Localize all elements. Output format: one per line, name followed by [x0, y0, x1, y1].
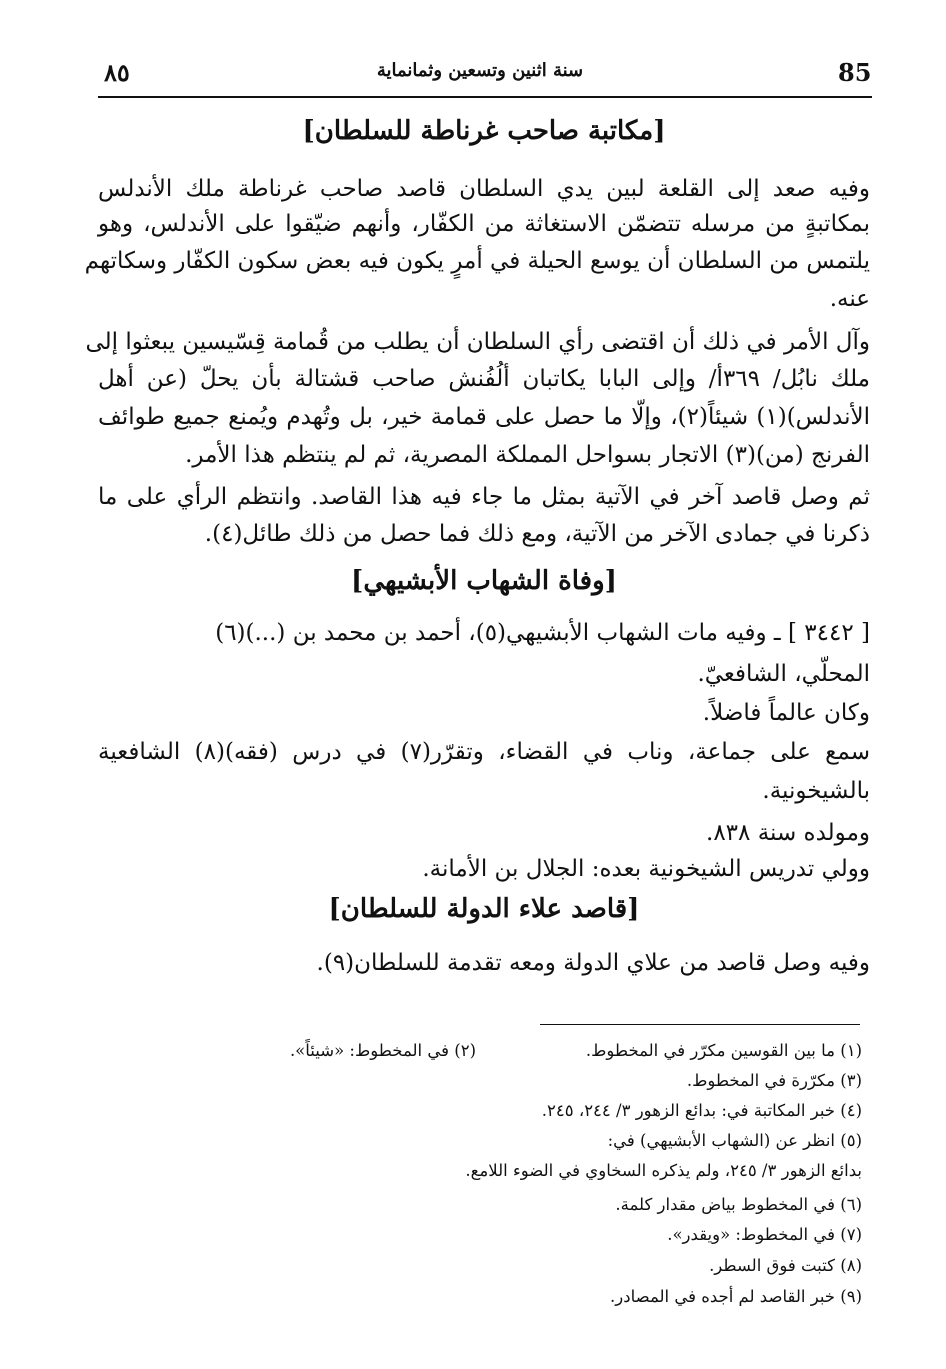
text-line: وآل الأمر في ذلك أن اقتضى رأي السلطان أن يطلب من قُمامة قِسّيسين يبعثوا إلى [85, 329, 870, 355]
running-title: سنة اثنين وتسعين وثمانماية [376, 60, 584, 81]
text-line: المحلّي، الشافعيّ. [697, 661, 870, 687]
text-line: وولي تدريس الشيخونية بعده: الجلال بن الأمانة. [422, 856, 870, 882]
footnote-9: (٩) خبر القاصد لم أجده في المصادر. [610, 1287, 862, 1306]
footnote-4: (٤) خبر المكاتبة في: بدائع الزهور ٣/ ٢٤٤، ٢٤٥. [541, 1101, 862, 1120]
text-line: سمع على جماعة، وناب في القضاء، وتقرّر(٧) في درس (فقه)(٨) الشافعية [98, 739, 870, 765]
text-line: ثم وصل قاصد آخر في الآتية بمثل ما جاء فيه هذا القاصد. وانتظم الرأي على ما [98, 484, 870, 510]
text-line: بالشيخونية. [762, 778, 870, 804]
text-line: ذكرنا في جمادى الآخر من الآتية، ومع ذلك فما حصل من ذلك طائل(٤). [204, 521, 870, 547]
text-line: وفيه صعد إلى القلعة لبين يدي السلطان قاصد صاحب غرناطة ملك الأندلس [98, 176, 870, 202]
footnote-5-cont: بدائع الزهور ٣/ ٢٤٥، ولم يذكره السخاوي في الضوء اللامع. [465, 1161, 862, 1180]
section-heading-alaa-dawla: [قاصد علاء الدولة للسلطان] [328, 894, 640, 924]
page-number-latin: 85 [838, 58, 872, 87]
footnote-2: (٢) في المخطوط: «شيئاً». [289, 1041, 476, 1060]
footnote-8: (٨) كتبت فوق السطر. [709, 1256, 862, 1275]
text-line: يلتمس من السلطان أن يوسع الحيلة في أمرٍ يكون فيه بعض سكون الكفّار وسكاتهم [84, 248, 870, 274]
text-line: الأندلس)(١) شيئاً(٢)، وإلّا ما حصل على قمامة خير، بل وتُهدم ويُمنع جميع طوائف [98, 404, 870, 430]
entry-line: [ ٣٤٤٢ ] ـ وفيه مات الشهاب الأبشيهي(٥)، أحمد بن محمد بن (...)(٦) [215, 620, 870, 646]
text-line: ومولده سنة ٨٣٨. [706, 820, 870, 846]
text-line: وكان عالماً فاضلاً. [702, 700, 870, 726]
footnote-3: (٣) مكرّرة في المخطوط. [686, 1071, 862, 1090]
text-line: عنه. [829, 286, 870, 312]
section-heading-granada: [مكاتبة صاحب غرناطة للسلطان] [302, 116, 666, 146]
footnote-5: (٥) انظر عن (الشهاب الأبشيهي) في: [607, 1131, 862, 1150]
footnote-1: (١) ما بين القوسين مكرّر في المخطوط. [585, 1041, 862, 1060]
section-heading-abshihi: [وفاة الشهاب الأبشيهي] [351, 566, 617, 596]
footnote-6: (٦) في المخطوط بياض مقدار كلمة. [615, 1195, 862, 1214]
text-line: الفرنج (من)(٣) الاتجار بسواحل المملكة المصرية، ثم لم ينتظم هذا الأمر. [185, 442, 870, 468]
header-rule [98, 96, 872, 98]
text-line: وفيه وصل قاصد من علاي الدولة ومعه تقدمة للسلطان(٩). [316, 950, 870, 976]
footnote-rule [540, 1024, 860, 1025]
page-number-arabic: ٨٥ [104, 58, 130, 87]
text-line: بمكاتبةٍ من مرسله تتضمّن الاستغاثة من الكفّار، وأنهم ضيّقوا على الأندلس، وهو [98, 211, 870, 237]
text-line: ملك نابُل/ ٣٦٩أ/ وإلى البابا يكاتبان ألُفُنش صاحب قشتالة بأن يحلّ (عن أهل [98, 366, 871, 392]
footnote-7: (٧) في المخطوط: «ويقدر». [667, 1225, 862, 1244]
